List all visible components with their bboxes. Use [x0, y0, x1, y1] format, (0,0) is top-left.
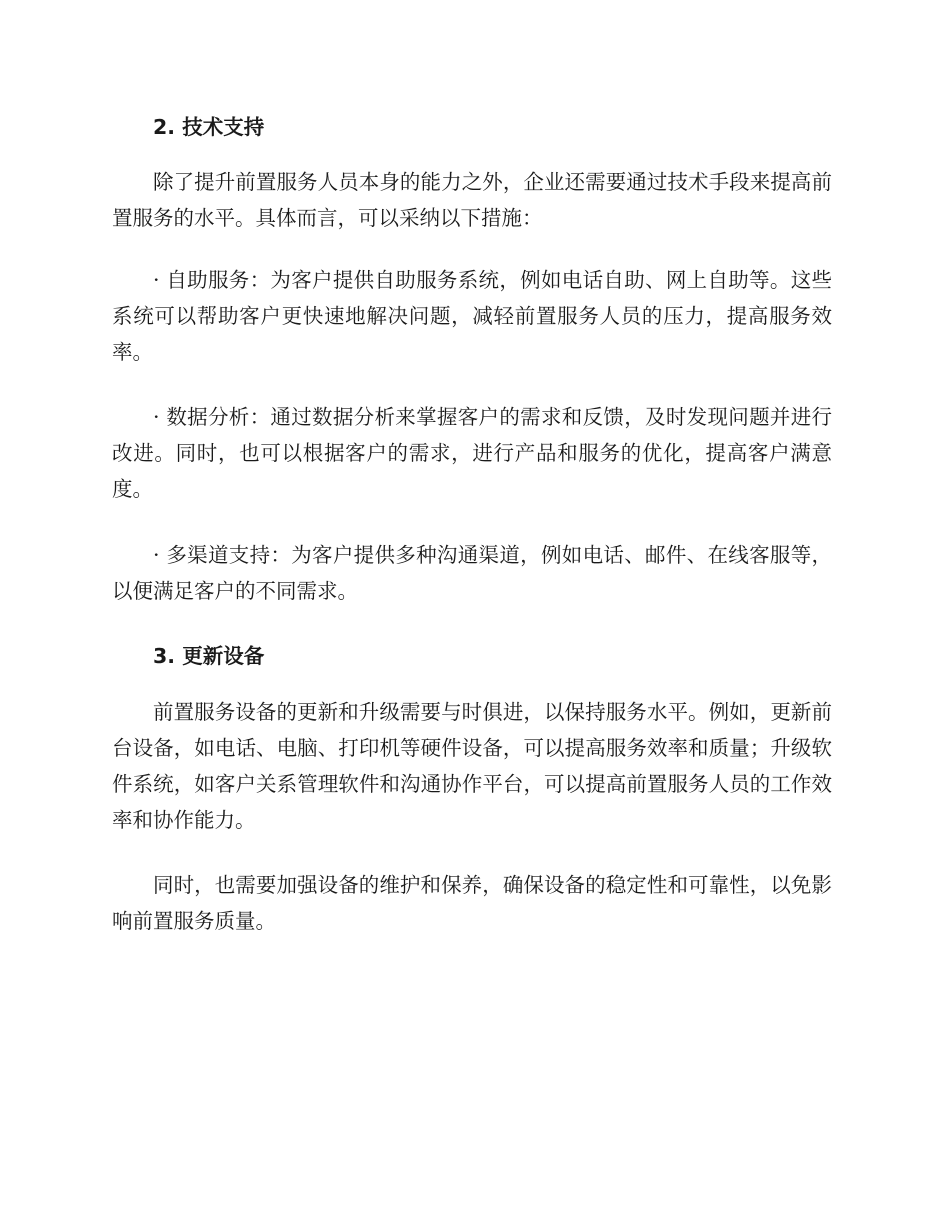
paragraph-equipment-upgrade: 前置服务设备的更新和升级需要与时俱进，以保持服务水平。例如，更新前台设备，如电话、电脑、打印机等硬件设备，可以提高服务效率和质量；升级软件系统，如客户关系管理软件和沟通协作平台，可以提高前置服务人员的工作效率和协作能力。 [112, 700, 832, 832]
paragraph-self-service: · 自助服务：为客户提供自助服务系统，例如电话自助、网上自助等。这些系统可以帮助客户更快速地解决问题，减轻前置服务人员的压力，提高服务效率。 [112, 268, 832, 364]
section-heading-tech-support: 2. 技术支持 [153, 115, 265, 139]
paragraph-tech-intro: 除了提升前置服务人员本身的能力之外，企业还需要通过技术手段来提高前置服务的水平。具体而言，可以采纳以下措施： [112, 170, 832, 230]
section-heading-update-equipment: 3. 更新设备 [153, 644, 265, 668]
paragraph-data-analysis: · 数据分析：通过数据分析来掌握客户的需求和反馈，及时发现问题并进行改进。同时，也可以根据客户的需求，进行产品和服务的优化，提高客户满意度。 [112, 405, 832, 501]
paragraph-multichannel: · 多渠道支持：为客户提供多种沟通渠道，例如电话、邮件、在线客服等，以便满足客户的不同需求。 [112, 543, 832, 603]
paragraph-maintenance: 同时，也需要加强设备的维护和保养，确保设备的稳定性和可靠性，以免影响前置服务质量。 [112, 873, 832, 933]
